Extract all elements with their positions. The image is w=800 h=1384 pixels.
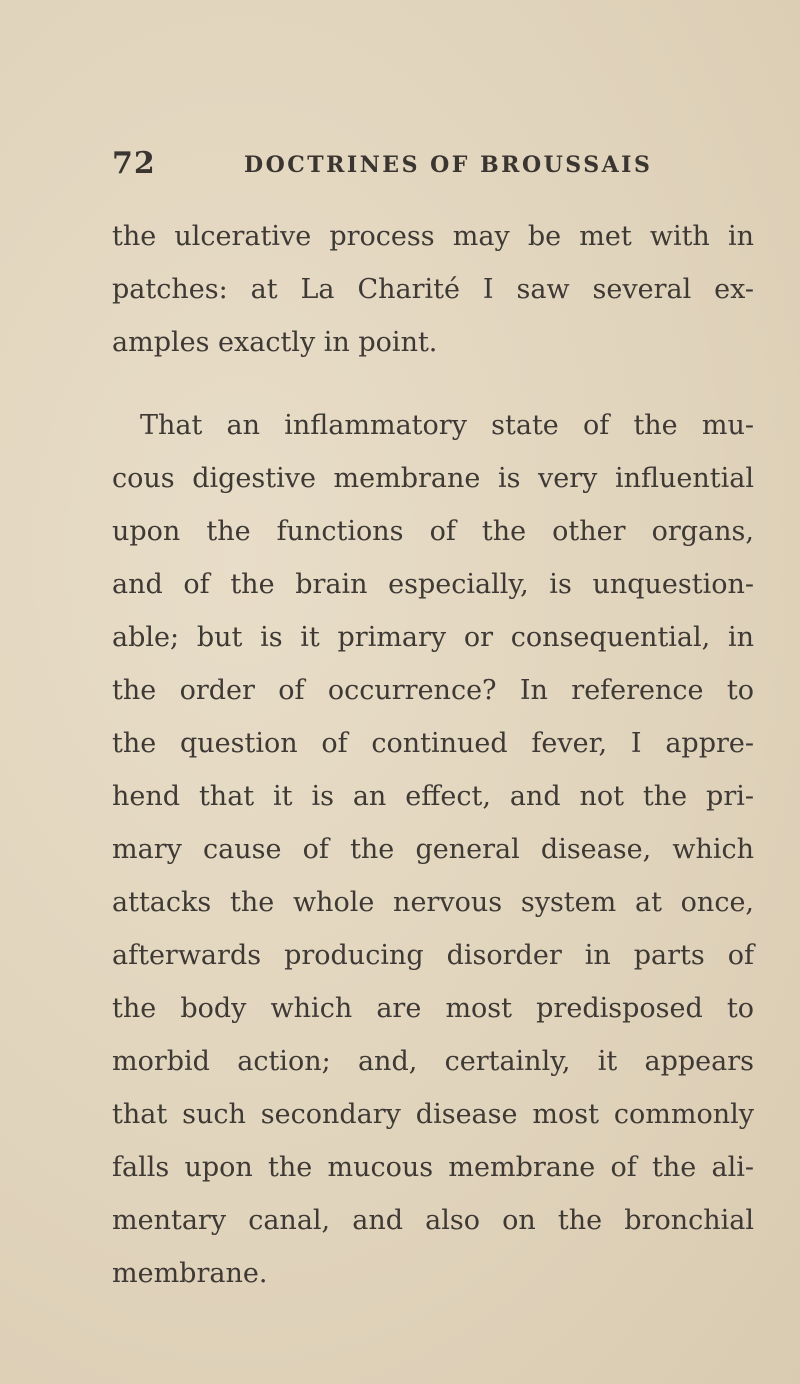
text-line: cous digestive membrane is very influential [112, 463, 754, 494]
body-text [112, 210, 754, 1300]
text-line: That an inflammatory state of the mu- [140, 410, 754, 441]
text-line: afterwards producing disorder in parts of [112, 940, 754, 971]
text-line: hend that it is an effect, and not the pri- [112, 781, 754, 812]
text-line: that such secondary disease most commonly [112, 1099, 754, 1130]
text-line: falls upon the mucous membrane of the ali- [112, 1152, 754, 1183]
text-line: upon the functions of the other organs, [112, 516, 754, 547]
text-line: the question of continued fever, I appre- [112, 728, 754, 759]
text-line: membrane. [112, 1258, 268, 1289]
text-line: the ulcerative process may be met with in [112, 221, 754, 252]
paragraph-2 [112, 399, 754, 1300]
text-line: and of the brain especially, is unquestion- [112, 569, 754, 600]
paragraph-1 [112, 210, 754, 369]
text-line: able; but is it primary or consequential, in [112, 622, 754, 653]
text-line: the order of occurrence? In reference to [112, 675, 754, 706]
text-line: amples exactly in point. [112, 327, 438, 358]
running-title: DOCTRINES OF BROUSSAIS [244, 152, 653, 178]
text-line: morbid action; and, certainly, it appears [112, 1046, 754, 1077]
text-line: mentary canal, and also on the bronchial [112, 1205, 754, 1236]
text-line: attacks the whole nervous system at once, [112, 887, 754, 918]
text-line: the body which are most predisposed to [112, 993, 754, 1024]
page-number: 72 [112, 146, 156, 181]
text-line: mary cause of the general disease, which [112, 834, 754, 865]
text-line: patches: at La Charité I saw several ex- [112, 274, 754, 305]
paragraph-gap [112, 369, 754, 399]
running-head [112, 146, 752, 182]
